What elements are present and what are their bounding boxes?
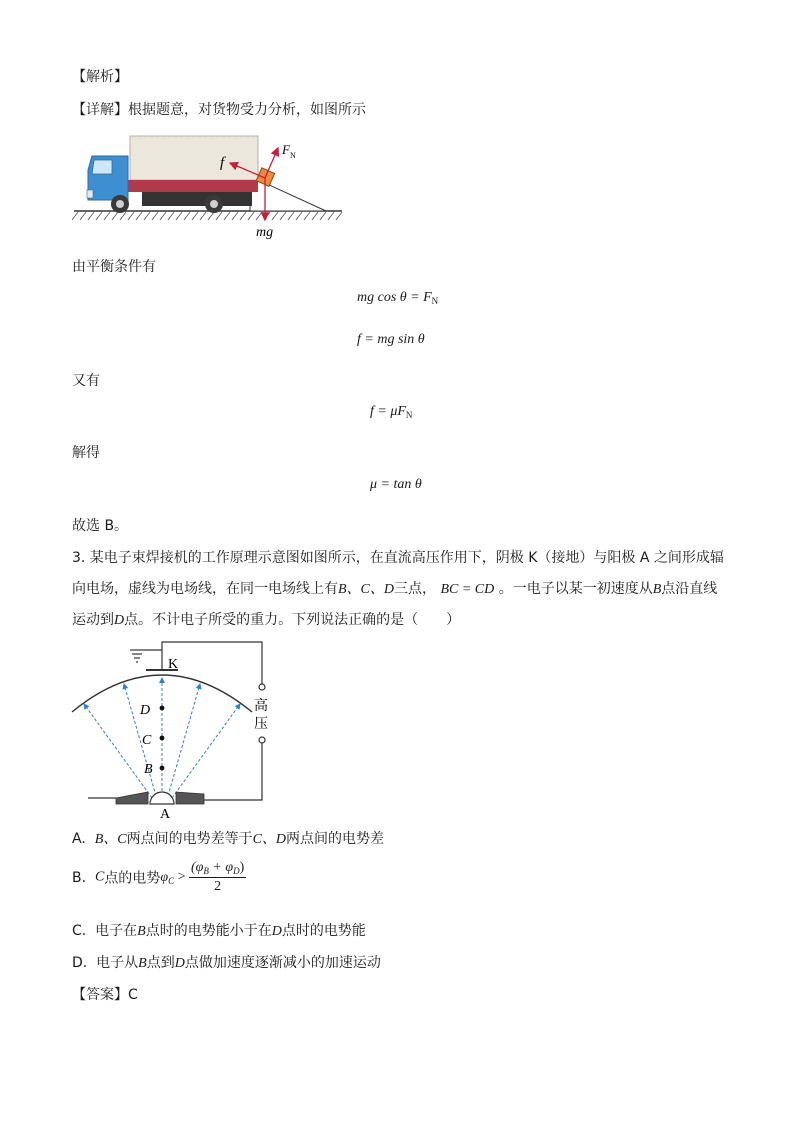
chassis-black <box>142 192 252 206</box>
answer-tag: 【答案】 <box>72 987 128 1003</box>
q3-line-3-b: 点。不计电子所受的重力。下列说法正确的是（ ） <box>124 612 461 628</box>
label-fn: F <box>282 142 290 157</box>
equation-1-rhs: F <box>423 290 432 305</box>
label-mg: mg <box>256 225 274 240</box>
option-b-phi-c-sub: C <box>168 875 175 886</box>
option-d: D. 电子从B点到D点做加速度逐渐减小的加速运动 <box>72 955 381 971</box>
option-a <box>72 828 384 848</box>
q3-line-3-a: 运动到 <box>72 612 114 628</box>
answer-line <box>72 984 138 1004</box>
point-c <box>160 736 165 741</box>
label-voltage-1: 高 <box>254 698 268 714</box>
label-voltage-2: 压 <box>254 716 268 732</box>
equation-3-lhs: f = μF <box>370 404 406 419</box>
option-b-text: 点的电势 <box>104 870 161 887</box>
field-line-right-1 <box>168 684 200 796</box>
option-d-letter: D. <box>72 955 88 971</box>
cargo-body <box>130 136 258 180</box>
field-line-left-2 <box>84 704 152 798</box>
answer-value: C <box>128 987 138 1003</box>
q3-point-d: D <box>114 613 125 628</box>
truck-force-diagram <box>72 130 347 242</box>
equation-2: f = mg sin θ <box>357 332 425 347</box>
anode-right-wing <box>176 792 204 804</box>
detail-tag: 【详解】 <box>72 102 128 118</box>
anode-left-wing <box>116 792 148 804</box>
equation-3-sub: N <box>405 410 413 420</box>
label-d: D <box>140 703 151 718</box>
label-f: f <box>220 155 225 171</box>
option-a-points-2: C、D <box>252 832 287 847</box>
point-b <box>160 766 165 771</box>
equation-1 <box>357 290 438 306</box>
q3-line-2-c: 。一电子以某一初速度从 <box>498 581 653 597</box>
anode <box>150 792 174 804</box>
choose-text: 故选 B。 <box>72 518 129 534</box>
option-b-gt: > <box>174 869 189 885</box>
terminal-top <box>259 684 265 690</box>
option-a-points-1: B、C <box>94 832 127 847</box>
q3-line-2 <box>72 578 717 598</box>
q3-points: B、C、D <box>338 582 394 597</box>
also-text: 又有 <box>72 373 100 389</box>
option-b-fraction: $\frac{(\varphi_B + \varphi_D)}{2}$ <box>190 860 245 894</box>
q3-line-2-a: 向电场，虚线为电场线，在同一电场线上有 <box>72 581 338 597</box>
bottom-wire <box>202 742 262 800</box>
q3-point-b: B <box>652 582 662 597</box>
q3-line-2-d: 点沿直线 <box>661 581 718 597</box>
chassis-red <box>128 180 258 192</box>
equation-4: μ = tan θ <box>370 477 422 492</box>
equation-1-sub: N <box>431 296 439 306</box>
label-c: C <box>142 733 152 748</box>
option-c: C. 电子在B点时的电势能小于在D点时的电势能 <box>72 923 366 939</box>
label-fn-sub: N <box>290 151 296 160</box>
field-line-right-2 <box>172 704 240 798</box>
detail-text: 根据题意，对货物受力分析，如图所示 <box>128 102 366 118</box>
cab-window <box>92 160 112 174</box>
option-b-letter: B. <box>72 869 87 886</box>
option-a-letter: A. <box>72 831 86 847</box>
option-c-letter: C. <box>72 923 87 939</box>
ground-hatching <box>72 212 342 220</box>
field-diagram <box>68 636 288 820</box>
label-b: B <box>144 762 153 777</box>
point-d <box>160 706 165 711</box>
option-b-point: C <box>94 869 105 885</box>
q3-bc-cd: BC = CD <box>440 582 495 597</box>
q3-line-1: 3. 某电子束焊接机的工作原理示意图如图所示，在直流高压作用下，阴极 K（接地）与阳极 A 之间形成辐 <box>72 550 724 566</box>
option-a-text-2: 两点间的电势差 <box>286 831 385 847</box>
q3-line-3 <box>72 609 460 629</box>
detail-line <box>72 99 366 119</box>
option-b <box>72 860 246 895</box>
equation-1-lhs: mg cos θ = <box>357 290 424 305</box>
equation-3 <box>370 404 412 420</box>
terminal-bottom <box>259 737 265 743</box>
solve-text: 解得 <box>72 445 100 461</box>
option-b-phi-c: φ <box>160 869 169 885</box>
option-b-denominator: 2 <box>214 879 222 894</box>
option-a-text-1: 两点间的电势差等于 <box>126 831 253 847</box>
label-k: K <box>168 657 179 672</box>
equilibrium-intro: 由平衡条件有 <box>72 259 156 275</box>
q3-line-2-b: 三点， <box>394 581 436 597</box>
label-a: A <box>160 807 171 820</box>
analysis-header: 【解析】 <box>72 69 128 85</box>
